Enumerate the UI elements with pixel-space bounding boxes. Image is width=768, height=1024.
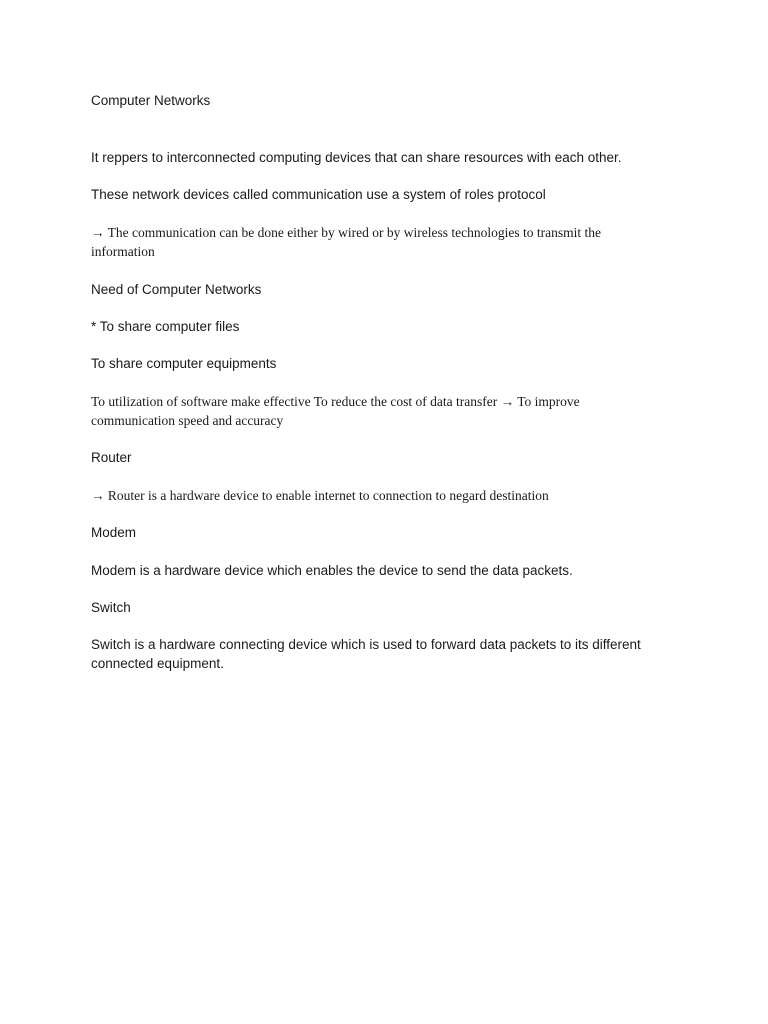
need-heading: Need of Computer Networks xyxy=(91,282,262,297)
page-title: Computer Networks xyxy=(91,93,211,108)
definition-paragraph: It reppers to interconnected computing devices that can share resources with each other. xyxy=(91,150,622,165)
switch-paragraph: Switch is a hardware connecting device which is used to forward data packets to its different connected equipment. xyxy=(91,637,641,671)
modem-heading: Modem xyxy=(91,525,137,540)
communication-paragraph: → The communication can be done either by wired or by wireless technologies to transmit the information xyxy=(91,225,601,259)
need-software-item: To utilization of software make effective To reduce the cost of data transfer → To improve communication speed and accuracy xyxy=(91,394,580,428)
need-equipment-item: To share computer equipments xyxy=(91,356,277,371)
protocol-paragraph: These network devices called communication use a system of roles protocol xyxy=(91,187,546,202)
need-files-item: * To share computer files xyxy=(91,319,240,334)
router-heading: Router xyxy=(91,450,132,465)
switch-heading: Switch xyxy=(91,600,131,615)
modem-paragraph: Modem is a hardware device which enables the device to send the data packets. xyxy=(91,563,573,578)
router-paragraph: → Router is a hardware device to enable internet to connection to negard destination xyxy=(91,488,549,503)
